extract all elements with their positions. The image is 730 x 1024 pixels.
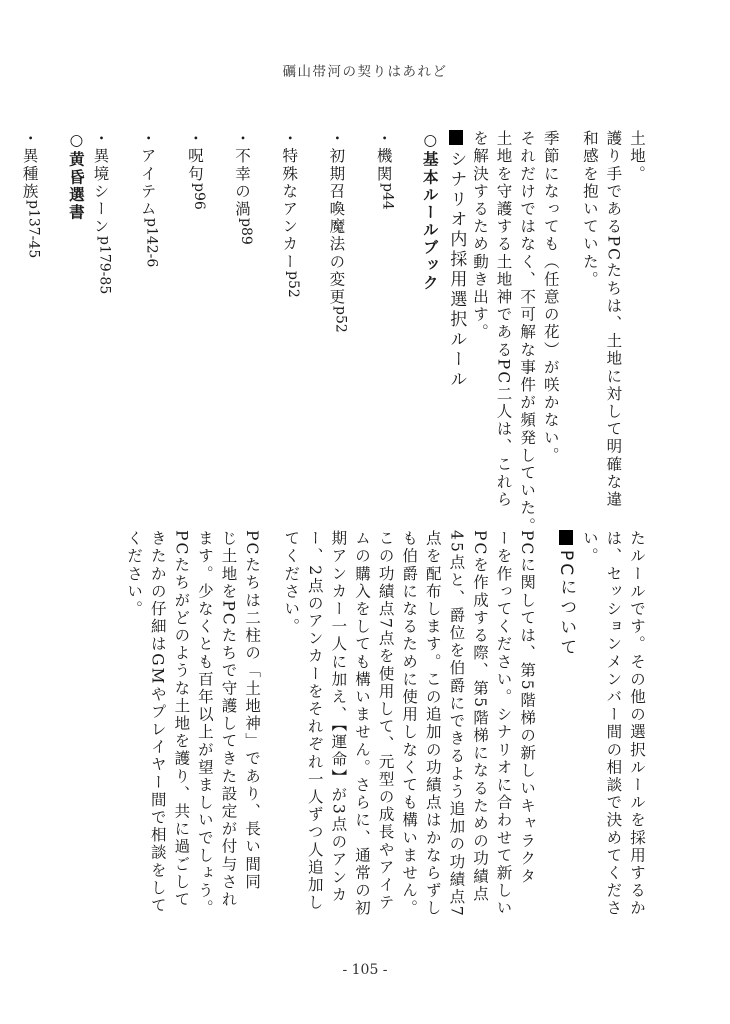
text-line: 和感を抱いていた。 [580,130,599,289]
text-line: 土地を守護する土地神であるPC二人は、これら [494,130,513,509]
rule-item: ・機関p44 [374,130,396,210]
text-line: PCに関しては、第5階梯の新しいキャラクタ [518,530,537,886]
section-heading-selection-rules: シナリオ内採用選択ルール [444,130,468,502]
rule-item: ・異境シーンp179-85 [91,130,113,294]
text-line: それだけではなく、不可解な事件が頻発していた。 [518,130,537,535]
text-line: 護り手であるPCたちは、土地に対して明確な違 [604,130,623,509]
top-text-block [20,130,648,535]
text-line [0,130,2,502]
text-line: ーを作ってください。シナリオに合わせて新しい [494,530,513,918]
text-line: ムの購入をしても構いません。さらに、通常の初 [352,530,371,918]
text-line: ー、2点のアンカーをそれぞれ一人ずつ人追加し [305,530,324,912]
text-line: は、セッションメンバー間の相談で決めてくださ [604,530,623,918]
text-line: 期アンカー一人に加え、【運命】が3点のアンカ [329,530,348,904]
page-number: - 105 - [342,962,388,978]
text-line: 45点と、爵位を伯爵にできるよう追加の功績点7 [447,530,466,918]
text-line: ます。少なくとも百年以上が望ましいでしょう。 [195,530,214,918]
text-line: ください。 [125,530,144,618]
black-square-bullet-icon [449,130,463,145]
rule-item: ・初期召喚魔法の変更p52 [327,130,349,333]
text-line: PCを作成する際、第5階梯になるための功績点 [470,530,489,903]
text-line: たルールです。その他の選択ルールを採用するか [628,530,646,918]
text-line: PCたちがどのような土地を護り、共に過ごして [172,530,191,909]
running-header-title: 礪山帯河の契りはあれど [282,64,448,80]
text-line: を解決するため動き出す。 [470,130,489,342]
rulebook-twilight-label: ○黄昏選書 [66,130,86,222]
rule-item: ・アイテムp142-6 [138,130,160,268]
rule-item: ・特殊なアンカーp52 [280,130,302,298]
rule-item: ・異種族p137-45 [20,130,42,259]
text-line: きたかの仔細はGMやプレイヤー間で相談をして [148,530,167,915]
text-line: この功績点7点を使用して、元型の成長やアイテ [376,530,395,912]
text-line: じ土地をPCたちで守護してきた設定が付与され [219,530,238,909]
text-line: も伯爵になるために使用しなくても構いません。 [400,530,419,918]
text-line: 季節になっても（任意の花）が咲かない。 [541,130,560,465]
rulebook-basic-label: ○基本ルールブック [420,130,440,292]
text-line: 土地。 [628,130,646,183]
bottom-text-block [108,530,648,918]
rule-item: ・不幸の渦p89 [233,130,254,245]
text-line: PCたちは二柱の「土地神」であり、長い間同 [243,530,262,891]
rule-item: ・呪句p96 [185,130,207,210]
text-line: い。 [580,530,599,566]
black-square-bullet-icon [559,530,573,545]
text-line: てください。 [282,530,301,636]
section-heading-pc: PCについて [554,530,578,915]
text-line: 点を配布します。この追加の功績点はかならずし [423,530,442,918]
